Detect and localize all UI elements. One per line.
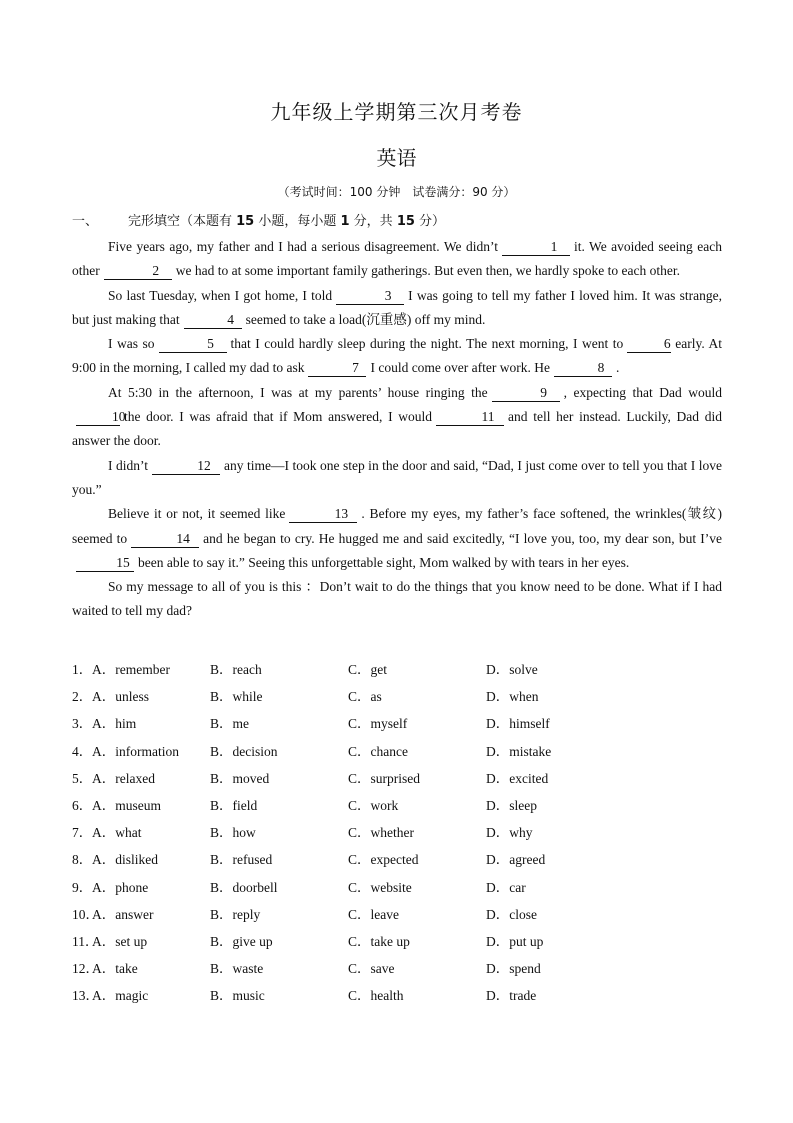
passage-text: and tell her instead. Luckily, Dad did answer the door.: [72, 409, 722, 449]
option-a[interactable]: A．phone: [92, 879, 149, 895]
blank: 9: [492, 385, 560, 402]
option-b[interactable]: B．while: [210, 689, 263, 705]
question-row: [72, 903, 722, 930]
option-b[interactable]: B．reach: [210, 662, 262, 677]
blank: 14: [131, 531, 199, 548]
question-list: [72, 658, 722, 1011]
blank: 15: [76, 555, 134, 572]
section-title-part: 完形填空（本题有: [128, 214, 237, 229]
paragraph: [72, 381, 722, 454]
question-row: [72, 957, 722, 984]
option-b[interactable]: B．reply: [210, 906, 261, 922]
option-b[interactable]: B．waste: [210, 961, 264, 977]
question-row: [72, 821, 722, 848]
option-d[interactable]: D．put up: [486, 933, 544, 949]
question-row: [72, 767, 722, 794]
paragraph: So my message to all of you is this ：Don’t wait to do the things that you know need to be done. What if I had waited to tell my dad?: [72, 579, 722, 619]
section-title-part: 小题，每小题: [254, 214, 341, 229]
option-c[interactable]: C．website: [348, 879, 412, 895]
passage-text: the door. I was afraid that if Mom answered, I would: [124, 409, 433, 425]
question-row: [72, 685, 722, 712]
points-total: 15: [396, 214, 415, 229]
option-b[interactable]: B．field: [210, 797, 258, 813]
option-c[interactable]: C．leave: [348, 906, 399, 922]
option-a[interactable]: A．relaxed: [92, 770, 155, 786]
passage-text: I was going to tell my father I loved him. It was strange, but just making that: [72, 287, 722, 327]
question-number: 4．: [72, 743, 93, 759]
passage-text: . Before my eyes, my father’s face softened, the wrinkles(皱纹) seemed to: [72, 506, 722, 546]
passage-text: seemed to take a load(沉重感) off my mind.: [245, 311, 486, 327]
question-row: [72, 794, 722, 821]
option-b[interactable]: B．refused: [210, 852, 273, 868]
blank: 4: [184, 312, 242, 329]
points-each: 1: [340, 214, 350, 229]
option-c[interactable]: C．take up: [348, 933, 410, 949]
passage-text: , expecting that Dad would: [563, 384, 722, 400]
paragraph: [72, 454, 722, 503]
option-a[interactable]: A．museum: [92, 797, 161, 813]
blank: 2: [104, 263, 172, 280]
option-c[interactable]: C．expected: [348, 852, 419, 868]
paragraph: [72, 235, 722, 284]
exam-info: （考试时间：100 分钟 试卷满分：90 分）: [277, 185, 516, 199]
option-b[interactable]: B．decision: [210, 743, 278, 759]
option-c[interactable]: C．health: [348, 988, 404, 1004]
blank: 12: [152, 458, 220, 475]
option-b[interactable]: B．give up: [210, 933, 273, 949]
section-title-part: 分）: [414, 214, 446, 229]
option-a[interactable]: A．information: [92, 743, 179, 759]
question-number: 7．: [72, 825, 93, 841]
option-d[interactable]: D．close: [486, 906, 537, 922]
option-c[interactable]: C．work: [348, 797, 399, 813]
cloze-passage: [72, 235, 722, 624]
option-a[interactable]: A．answer: [92, 906, 154, 922]
section-heading: [72, 210, 445, 229]
blank: 1: [502, 239, 570, 256]
option-d[interactable]: D．car: [486, 879, 526, 895]
passage-text: been able to say it.” Seeing this unforgettable sight, Mom walked by with tears in her eyes.: [138, 554, 630, 570]
question-row: [72, 740, 722, 767]
passage-text: early. At 9:00 in the morning, I called my dad to ask: [72, 336, 723, 376]
option-b[interactable]: B．doorbell: [210, 879, 278, 895]
question-number: 13．: [72, 988, 99, 1004]
option-b[interactable]: B．how: [210, 825, 256, 841]
option-c[interactable]: C．get: [348, 662, 387, 677]
passage-text: it. We avoided seeing each other: [72, 239, 722, 279]
paragraph: [72, 502, 722, 575]
question-row: [72, 876, 722, 903]
blank: 8: [554, 360, 612, 377]
question-number: 3．: [72, 716, 93, 732]
option-c[interactable]: C．as: [348, 689, 382, 705]
option-a[interactable]: A．what: [92, 825, 142, 841]
question-count: 15: [236, 214, 255, 229]
option-a[interactable]: A．magic: [92, 988, 149, 1004]
passage-text: I could come over after work. He: [370, 360, 551, 376]
option-d[interactable]: D．himself: [486, 716, 550, 732]
option-a[interactable]: A．unless: [92, 689, 149, 705]
option-c[interactable]: C．whether: [348, 825, 414, 841]
blank: 7: [308, 360, 366, 377]
option-a[interactable]: A．him: [92, 716, 137, 732]
question-row: [72, 930, 722, 957]
passage-text: I didn’t: [108, 457, 148, 473]
section-number: 一、: [72, 214, 99, 229]
question-number: 10．: [72, 906, 99, 922]
question-row: [72, 848, 722, 875]
option-b[interactable]: B．moved: [210, 770, 270, 786]
option-d[interactable]: D．mistake: [486, 743, 552, 759]
option-b[interactable]: B．me: [210, 716, 249, 732]
question-number: 6．: [72, 797, 93, 813]
passage-text: .: [616, 360, 620, 376]
question-number: 8．: [72, 852, 93, 868]
option-d[interactable]: D．why: [486, 825, 533, 841]
question-row: [72, 658, 722, 685]
option-d[interactable]: D．solve: [486, 662, 538, 677]
question-number: 5．: [72, 770, 93, 786]
passage-text: Five years ago, my father and I had a serious disagreement. We didn’t: [108, 239, 498, 254]
blank: 6: [627, 336, 671, 353]
option-d[interactable]: D．trade: [486, 988, 537, 1004]
passage-text: So last Tuesday, when I got home, I told: [108, 287, 333, 303]
question-number: 11．: [72, 933, 99, 949]
blank: 11: [436, 409, 504, 426]
question-row: [72, 984, 722, 1011]
option-a[interactable]: A．take: [92, 961, 138, 977]
option-c[interactable]: C．chance: [348, 743, 408, 759]
question-number: 2．: [72, 689, 93, 705]
exam-subject: 英语: [376, 146, 417, 170]
blank: 10: [76, 409, 120, 426]
blank: 13: [289, 506, 357, 523]
passage-text: that I could hardly sleep during the night. The next morning, I went to: [230, 336, 624, 352]
blank: 5: [159, 336, 227, 353]
passage-text: At 5:30 in the afternoon, I was at my parents’ house ringing the: [108, 384, 488, 400]
option-a[interactable]: A．remember: [92, 662, 170, 677]
question-number: 9．: [72, 879, 93, 895]
passage-text: I was so: [108, 336, 155, 352]
passage-text: any time—I took one step in the door and said, “Dad, I just come over to tell you that I love you.”: [72, 457, 722, 497]
option-c[interactable]: C．surprised: [348, 770, 420, 786]
option-a[interactable]: A．set up: [92, 933, 148, 949]
section-title-part: 分，共: [349, 214, 397, 229]
option-d[interactable]: D．excited: [486, 770, 549, 786]
option-d[interactable]: D．agreed: [486, 852, 546, 868]
option-c[interactable]: C．save: [348, 961, 395, 977]
option-b[interactable]: B．music: [210, 988, 265, 1004]
passage-text: Believe it or not, it seemed like: [108, 506, 286, 522]
option-a[interactable]: A．disliked: [92, 852, 158, 868]
option-c[interactable]: C．myself: [348, 716, 408, 732]
question-number: 12．: [72, 961, 99, 977]
option-d[interactable]: D．sleep: [486, 797, 537, 813]
option-d[interactable]: D．when: [486, 689, 539, 705]
passage-text: we had to at some important family gatherings. But even then, we hardly spoke to each other.: [175, 263, 680, 279]
paragraph: [72, 332, 722, 381]
exam-title: 九年级上学期第三次月考卷: [270, 100, 523, 124]
question-row: [72, 712, 722, 739]
passage-text: and he began to cry. He hugged me and said excitedly, “I love you, too, my dear son, but I’ve: [203, 530, 723, 546]
question-number: 1．: [72, 662, 93, 677]
blank: 3: [336, 288, 404, 305]
option-d[interactable]: D．spend: [486, 961, 541, 977]
paragraph: [72, 284, 722, 333]
